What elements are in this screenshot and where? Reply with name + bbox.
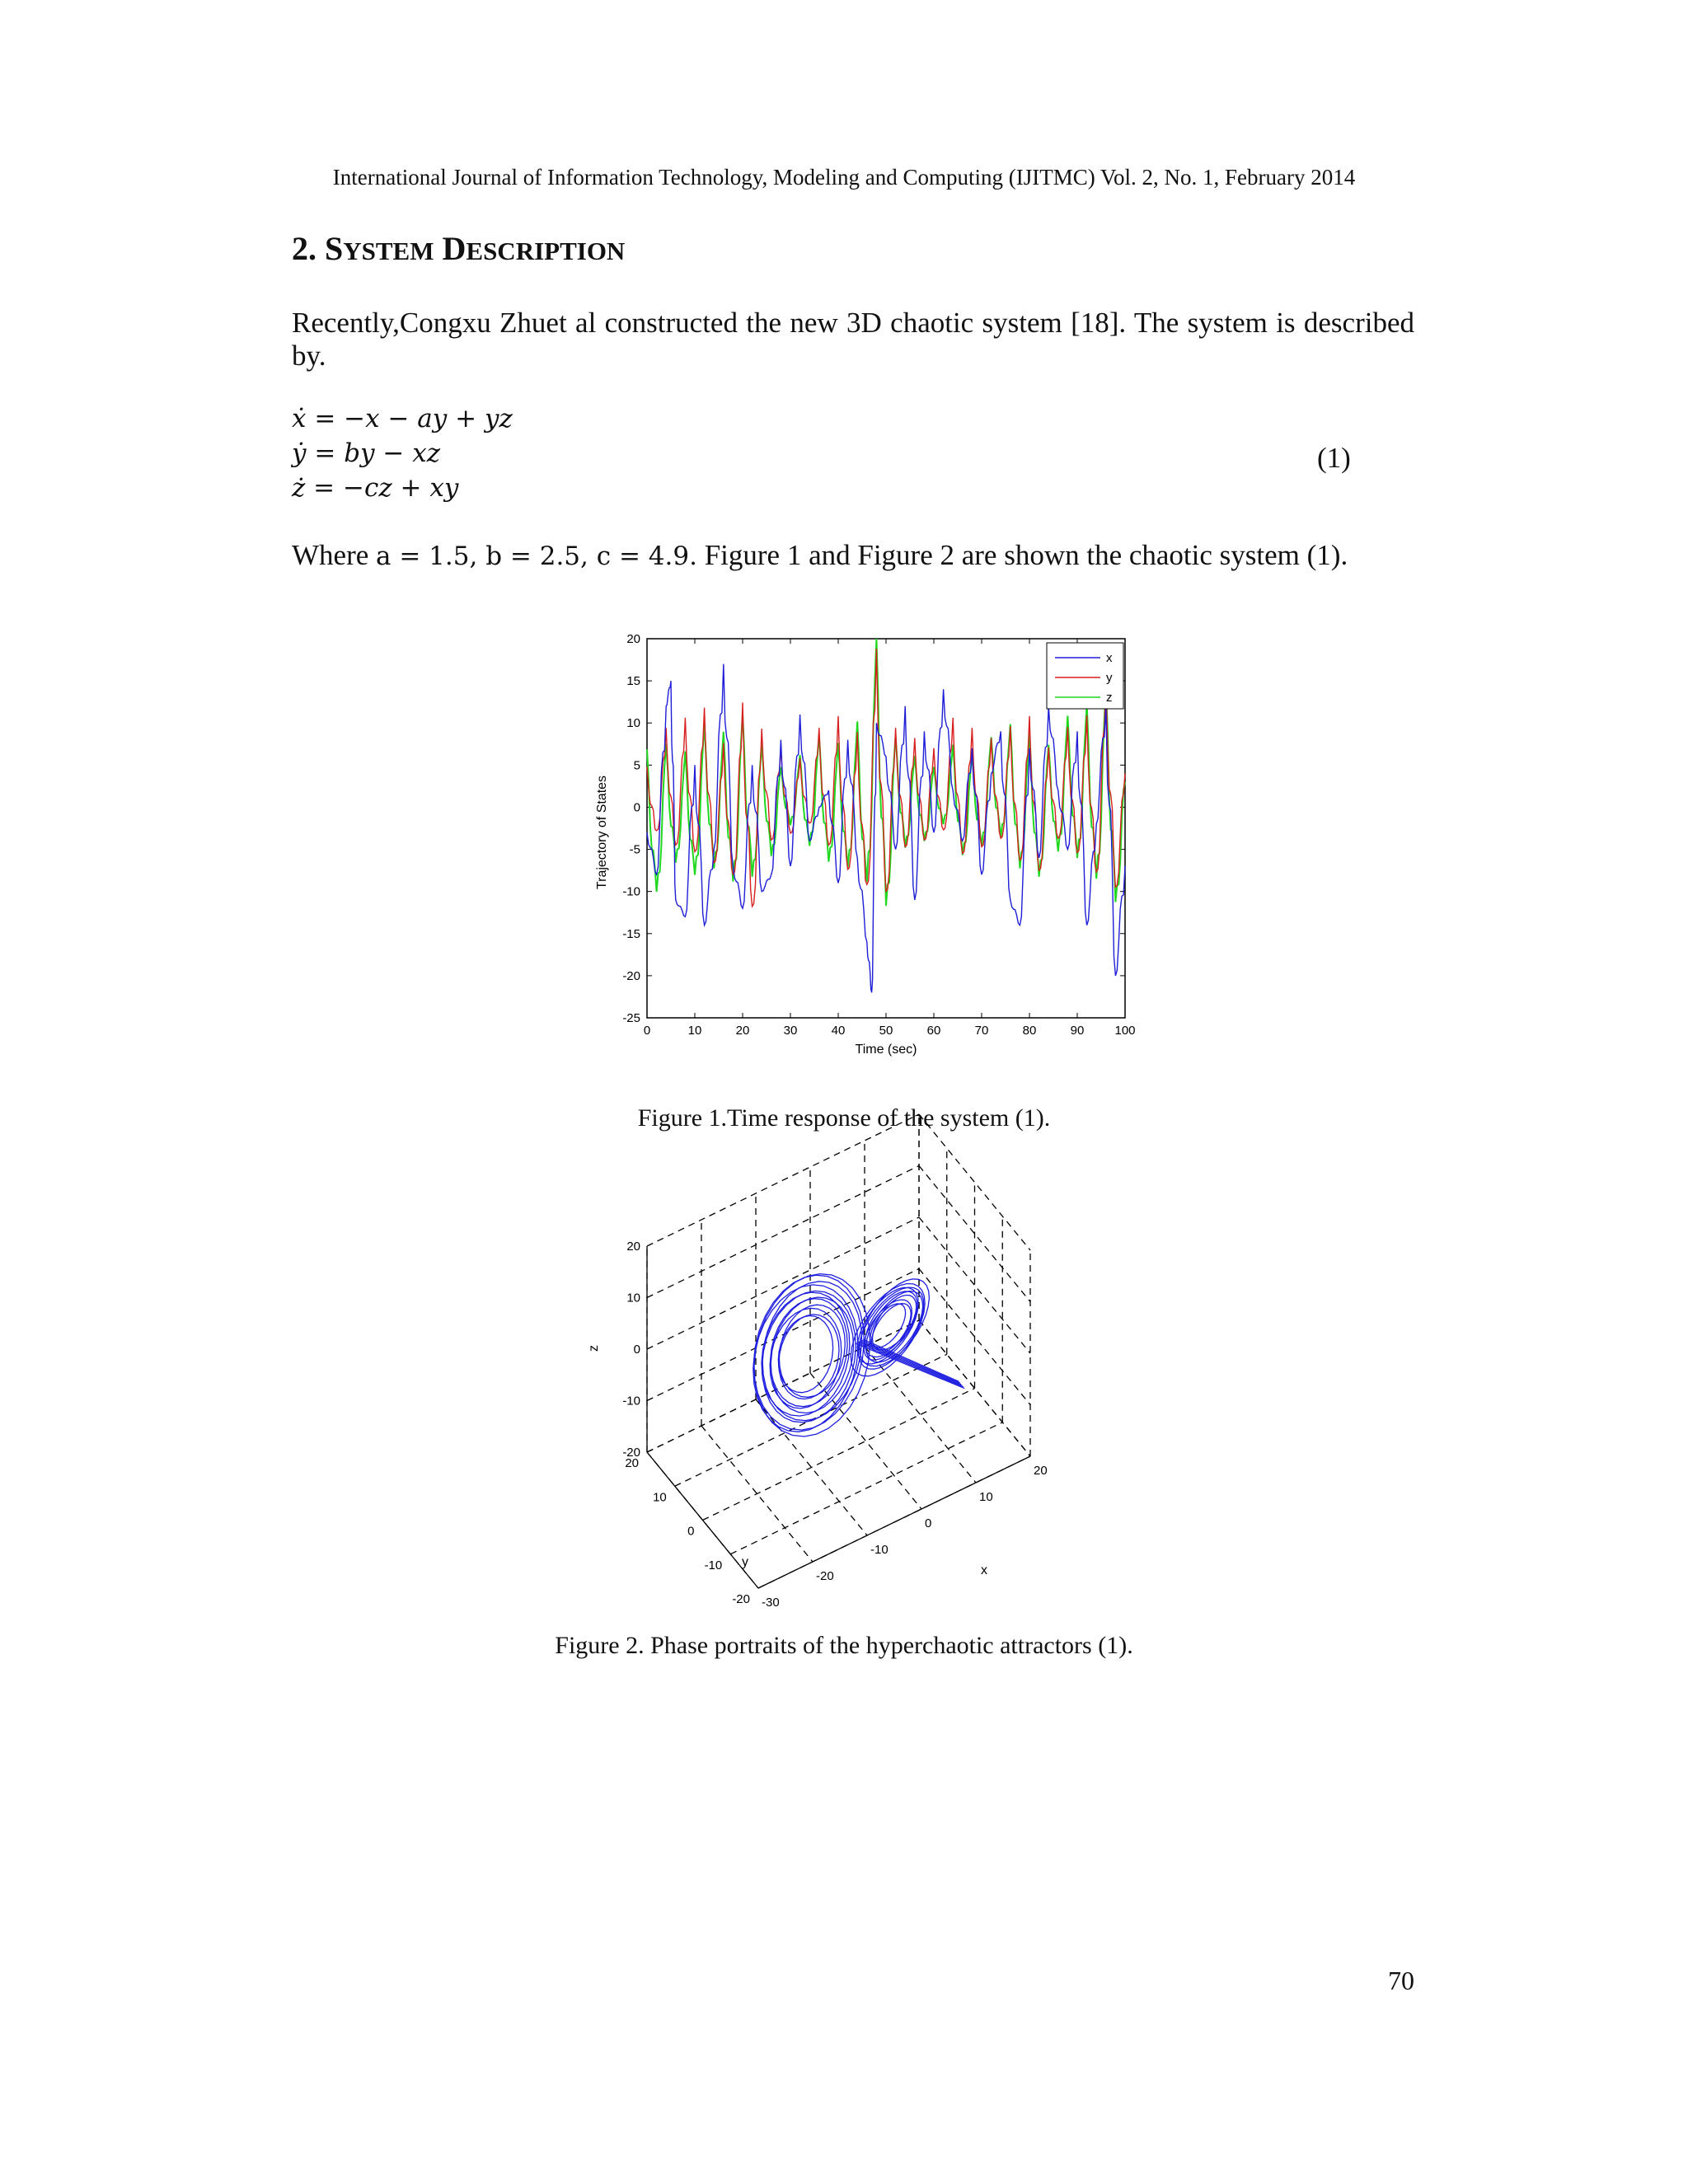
chart1-legend-label-x: x <box>1106 651 1113 665</box>
chart2-ztick-label: 10 <box>626 1291 640 1305</box>
chart1-ytick-label: -25 <box>622 1011 640 1025</box>
section-title-cap2: D <box>442 230 467 267</box>
chart1-ylabel: Trajectory of States <box>595 775 609 890</box>
equation-y: ẏ = by − xz <box>292 438 441 468</box>
figure1-time-response-chart <box>577 618 1154 1063</box>
chart2-xtick-label: -30 <box>762 1596 780 1610</box>
chart1-xtick-label: 100 <box>1114 1024 1136 1038</box>
chart1-xtick-label: 30 <box>783 1024 798 1038</box>
figure1-caption: Figure 1.Time response of the system (1). <box>637 1104 1051 1132</box>
section-number: 2. <box>292 230 316 267</box>
chart2-grid-back <box>647 1217 919 1349</box>
chart1-xtick-label: 50 <box>879 1024 893 1038</box>
chart1-xtick-label: 0 <box>643 1024 651 1038</box>
chart2-attractor-loop-left <box>753 1285 858 1432</box>
chart1-ytick-label: 0 <box>633 800 640 815</box>
chart2-attractor-tail <box>856 1343 964 1387</box>
chart1-xtick-label: 20 <box>735 1024 750 1038</box>
chart1-ytick-label: -5 <box>629 842 640 857</box>
chart2-ytick-label: 20 <box>625 1456 639 1470</box>
where-text-after: Figure 1 and Figure 2 are shown the chaotic system (1). <box>696 539 1348 571</box>
journal-header: International Journal of Information Technology, Modeling and Computing (IJITMC) Vol. 2, No. 1, February 2014 <box>332 165 1356 190</box>
chart1-ytick-label: 15 <box>626 674 640 689</box>
chart1-xlabel: Time (sec) <box>855 1043 917 1057</box>
intro-paragraph: Recently,Congxu Zhuet al constructed the new 3D chaotic system [18]. The system is described by. <box>292 307 1414 372</box>
chart1-legend <box>1047 643 1123 709</box>
chart1-ytick-label: -10 <box>622 884 640 899</box>
chart2-ytick-label: -20 <box>732 1592 750 1606</box>
chart2-zlabel: z <box>587 1345 601 1352</box>
section-title-small2: ESCRIPTION <box>466 237 626 265</box>
section-title-small1: YSTEM <box>343 237 434 265</box>
chart2-xtick-label: 20 <box>1034 1464 1048 1478</box>
chart1-ytick-label: -20 <box>622 968 640 983</box>
chart1-legend-label-z: z <box>1106 691 1113 705</box>
chart2-grid-back <box>647 1114 919 1246</box>
chart1-xtick-label: 10 <box>687 1024 702 1038</box>
where-text-before: Where <box>292 539 377 571</box>
chart1-xtick-label: 70 <box>974 1024 989 1038</box>
equation-number: (1) <box>1317 442 1351 474</box>
page-number: 70 <box>1388 1966 1414 1995</box>
chart2-ztick-label: 0 <box>633 1343 640 1357</box>
chart2-xtick-label: -10 <box>870 1543 889 1557</box>
chart2-xtick-label: 10 <box>979 1490 993 1504</box>
chart2-ztick-label: -10 <box>622 1394 640 1408</box>
chart2-ztick-label: -20 <box>622 1446 640 1460</box>
chart2-ylabel: y <box>742 1555 748 1569</box>
section-heading <box>292 229 625 268</box>
chart1-ytick-label: -15 <box>622 926 640 941</box>
chart1-xtick-label: 90 <box>1070 1024 1085 1038</box>
chart2-grid-back <box>647 1166 919 1298</box>
chart2-xlabel: x <box>981 1563 987 1577</box>
section-title-cap1: S <box>325 230 344 267</box>
chart2-ytick-label: 0 <box>687 1524 695 1539</box>
chart1-ytick-label: 10 <box>626 716 640 731</box>
chart2-ztick-label: 20 <box>626 1240 640 1254</box>
chart2-xtick-label: -20 <box>816 1569 834 1583</box>
chart1-xtick-label: 80 <box>1022 1024 1037 1038</box>
equation-x: ẋ = −x − ay + yz <box>292 404 513 434</box>
chart1-xtick-label: 60 <box>926 1024 941 1038</box>
where-math: a = 1.5, b = 2.5, c = 4.9. <box>376 541 697 571</box>
chart1-legend-label-y: y <box>1106 671 1113 685</box>
parameter-paragraph <box>292 539 1348 572</box>
figure2-caption: Figure 2. Phase portraits of the hyperchaotic attractors (1). <box>555 1632 1133 1659</box>
chart2-xtick-label: 0 <box>925 1516 932 1530</box>
chart2-attractor-loop-left <box>778 1316 832 1393</box>
chart2-tick-labels <box>622 1240 1047 1610</box>
chart1-ytick-label: 5 <box>633 758 640 773</box>
chart2-grid-floor-y <box>647 1320 919 1452</box>
chart2-ytick-label: 10 <box>653 1490 667 1505</box>
chart1-xtick-label: 40 <box>831 1024 846 1038</box>
equation-z: ż = −cz + xy <box>292 473 459 503</box>
figure2-phase-portrait-chart <box>577 1146 1170 1610</box>
chart2-attractor-tail <box>863 1339 959 1381</box>
chart1-ytick-label: 20 <box>626 632 640 646</box>
chart2-ytick-label: -10 <box>704 1558 723 1572</box>
